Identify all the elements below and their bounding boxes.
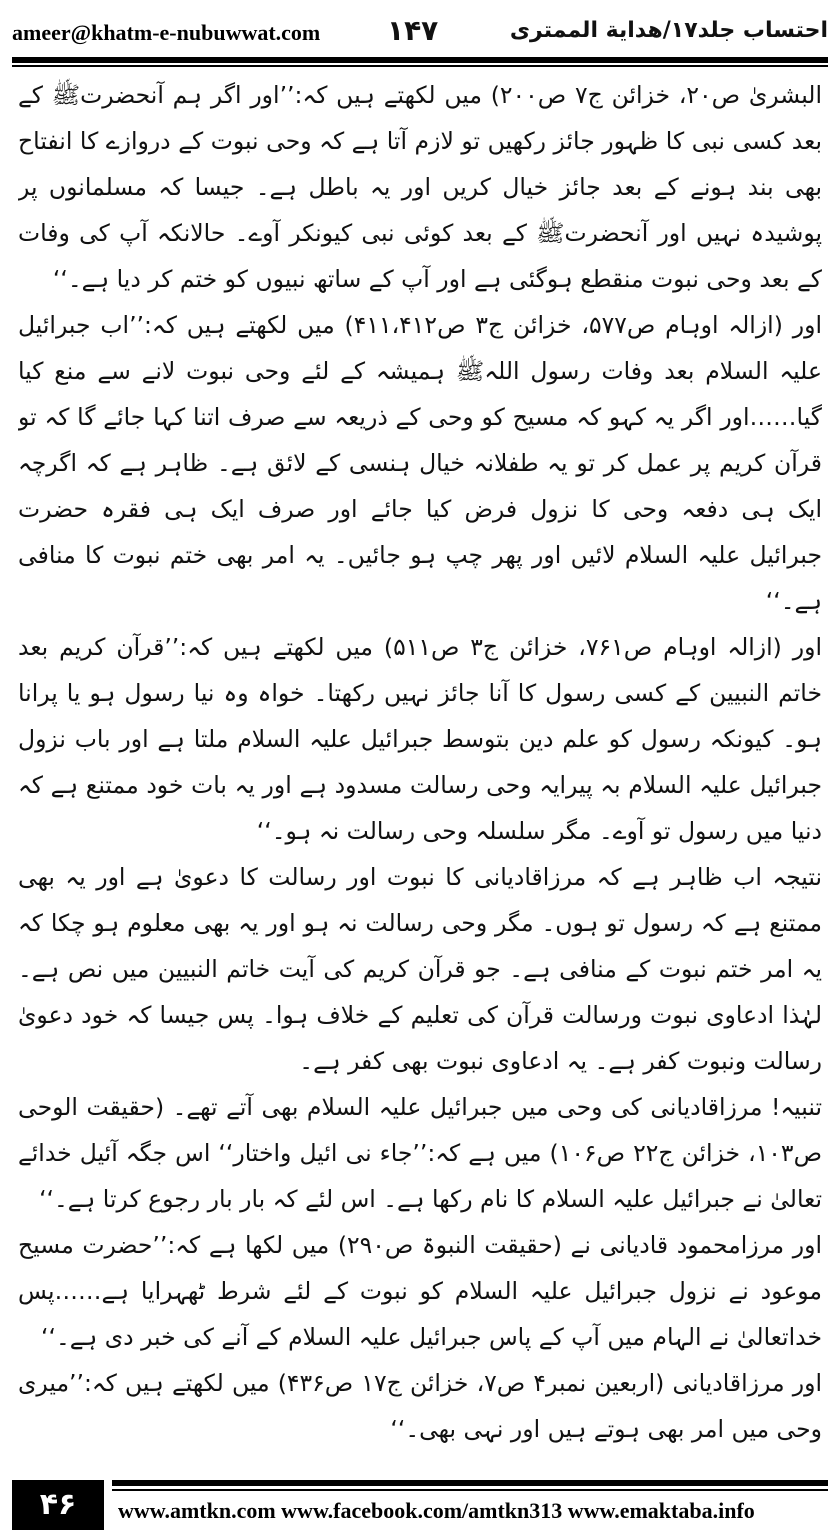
header-page-number: ۱۴۷: [387, 14, 439, 47]
header-email: ameer@khatm-e-nubuwwat.com: [12, 20, 321, 45]
footer-page-number: ۴۶: [12, 1480, 104, 1530]
header-divider-thin: [12, 65, 828, 67]
paragraph-7: اور مرزاقادیانی (اربعین نمبر۴ ص۷، خزائن ج۱۷ ص۴۳۶) میں لکھتے ہیں کہ:’’میری وحی میں امر بھی ہوتے ہیں اور نہی بھی۔‘‘: [18, 1369, 822, 1443]
paragraph-4: نتیجہ اب ظاہر ہے کہ مرزاقادیانی کا نبوت اور رسالت کا دعویٰ ہے اور یہ بھی ممتنع ہے کہ رسول تو ہوں۔ مگر وحی رسالت نہ ہو اور یہ بھی معلوم ہو چکا کہ یہ امر ختم نبوت کے منافی ہے۔ جو قرآن کریم کی آیت خاتم النبیین میں نص ہے۔ لہٰذا ادعاوی نبوت ورسالت قرآن کی تعلیم کے خلاف ہوا۔ پس جیسا کہ خود دعویٰ رسالت ونبوت کفر ہے۔ یہ ادعاوی نبوت بھی کفر ہے۔: [18, 863, 822, 1075]
paragraph-6: اور مرزامحمود قادیانی نے (حقیقت النبوۃ ص۲۹۰) میں لکھا ہے کہ:’’حضرت مسیح موعود نے نزول جبرائیل علیہ السلام کو نبوت کے لئے شرط ٹھہرایا ہے……پس خداتعالیٰ نے الہام میں آپ کے پاس جبرائیل علیہ السلام کے آنے کی خبر دی ہے۔‘‘: [18, 1231, 822, 1351]
header-divider-thick: [12, 57, 828, 63]
page-header: [12, 14, 828, 54]
paragraph-3: اور (ازالہ اوہام ص۷۶۱، خزائن ج۳ ص۵۱۱) میں لکھتے ہیں کہ:’’قرآن کریم بعد خاتم النبیین کے کسی رسول کا آنا جائز نہیں رکھتا۔ خواہ وہ نیا رسول ہو یا پرانا ہو۔ کیونکہ رسول کو علم دین بتوسط جبرائیل علیہ السلام ملتا ہے اور باب نزول جبرائیل علیہ السلام بہ پیرایہ وحی رسالت مسدود ہے اور یہ بات خود ممتنع ہے کہ دنیا میں رسول تو آوے۔ مگر سلسلہ وحی رسالت نہ ہو۔‘‘: [18, 633, 822, 845]
paragraph-5: تنبیہ! مرزاقادیانی کی وحی میں جبرائیل علیہ السلام بھی آتے تھے۔ (حقیقت الوحی ص۱۰۳، خزائن ج۲۲ ص۱۰۶) میں ہے کہ:’’جاء نی ائیل واختار‘‘ اس جگہ آئیل خدائے تعالیٰ نے جبرائیل علیہ السلام کا نام رکھا ہے۔ اس لئے کہ بار بار رجوع کرتا ہے۔‘‘: [18, 1093, 822, 1213]
paragraph-1: البشریٰ ص۲۰، خزائن ج۷ ص۲۰۰) میں لکھتے ہیں کہ:’’اور اگر ہم آنحضرتﷺ کے بعد کسی نبی کا ظہور جائز رکھیں تو لازم آتا ہے کہ وحی نبوت کے دروازے کا انفتاح بھی بند ہونے کے بعد جائز خیال کریں اور یہ باطل ہے۔ جیسا کہ مسلمانوں پر پوشیدہ نہیں اور آنحضرتﷺ کے بعد کوئی نبی کیونکر آوے۔ حالانکہ آپ کی وفات کے بعد وحی نبوت منقطع ہوگئی ہے اور آپ کے ساتھ نبیوں کو ختم کر دیا ہے۔‘‘: [18, 81, 822, 293]
page-footer: [12, 1480, 828, 1530]
page-body-text: [18, 72, 822, 1452]
paragraph-2: اور (ازالہ اوہام ص۵۷۷، خزائن ج۳ ص۴۱۱،۴۱۲) میں لکھتے ہیں کہ:’’اب جبرائیل علیہ السلام بعد وفات رسول اللہﷺ ہمیشہ کے لئے وحی نبوت لانے سے منع کیا گیا……اور اگر یہ کہو کہ مسیح کو وحی کے ذریعہ سے صرف اتنا کہا جائے گا کہ تو قرآن کریم پر عمل کر تو یہ طفلانہ خیال ہنسی کے لائق ہے۔ ظاہر ہے کہ اگرچہ ایک ہی دفعہ وحی کا نزول فرض کیا جائے اور صرف ایک ہی فقرہ حضرت جبرائیل علیہ السلام لائیں اور پھر چپ ہو جائیں۔ یہ امر بھی ختم نبوت کا منافی ہے۔‘‘: [18, 311, 822, 615]
footer-divider-thick: [112, 1480, 828, 1486]
header-book-title: احتساب جلد۱۷/هداية الممترى: [509, 18, 828, 43]
footer-divider-thin: [112, 1489, 828, 1491]
footer-website-links: www.amtkn.com www.facebook.com/amtkn313 www.emaktaba.info: [118, 1498, 755, 1523]
